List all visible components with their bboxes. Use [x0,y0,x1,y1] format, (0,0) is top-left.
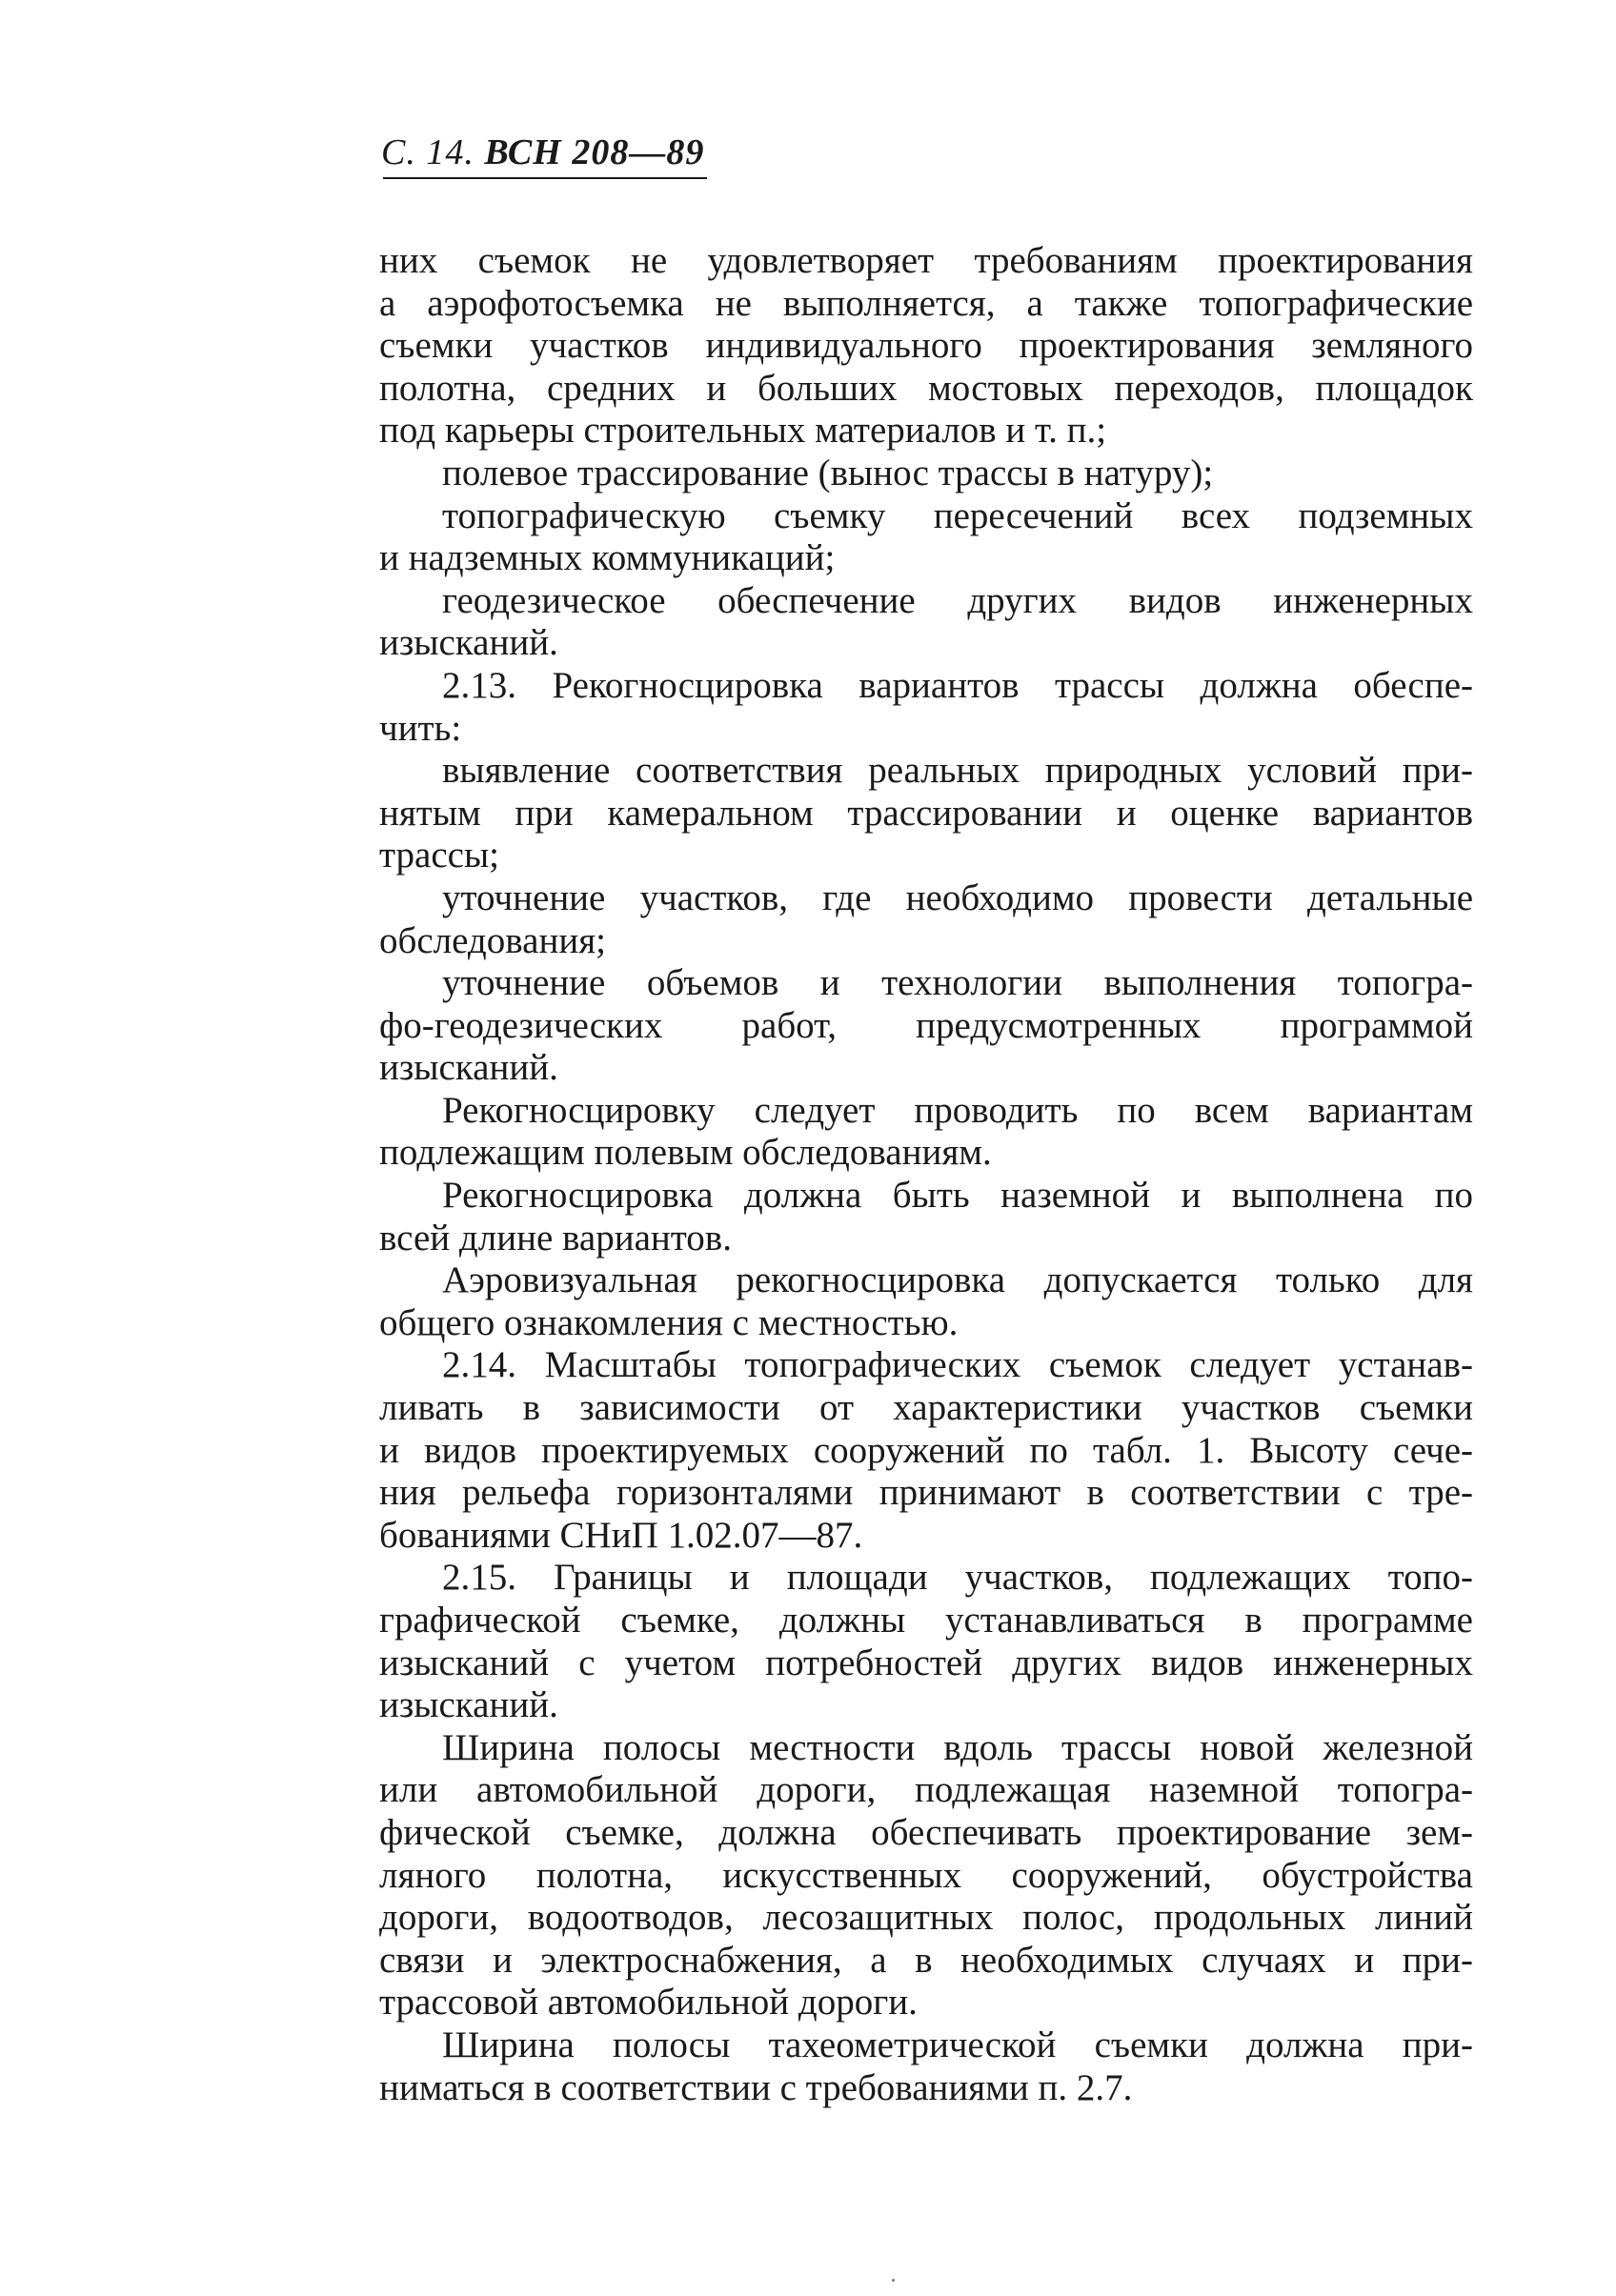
page-number: С. 14. [381,132,475,172]
text-line: изысканий с учетом потребностей других видов инженерных [379,1641,1473,1683]
text-line: съемки участков индивидуального проектирования земляного [379,325,1473,367]
text-line: подлежащим полевым обследованиям. [379,1132,992,1174]
text-line: изысканий. [379,1047,558,1089]
text-line: Аэровизуальная рекогносцировка допускается только для [442,1259,1473,1301]
text-line: Ширина полосы местности вдоль трассы новой железной [442,1726,1473,1768]
header-underline [383,177,707,179]
body-text [379,240,1473,2109]
text-line: топографическую съемку пересечений всех подземных [442,494,1473,536]
text-line: под карьеры строительных материалов и т. п.; [379,410,1107,452]
text-line: изысканий. [379,622,558,664]
text-line: 2.14. Масштабы топографических съемок следует устанав- [442,1344,1473,1386]
text-line: фо-геодезических работ, предусмотренных программой [379,1004,1473,1046]
text-line: ния рельефа горизонталями принимают в соответствии с тре- [379,1472,1473,1514]
document-code: ВСН 208—89 [484,132,705,172]
text-line: чить: [379,707,462,749]
text-line: нятым при камеральном трассировании и оценке вариантов [379,792,1473,834]
text-line: Рекогносцировка должна быть наземной и выполнена по [442,1175,1473,1217]
text-line: Ширина полосы тахеометрической съемки должна при- [442,2024,1473,2065]
text-line: них съемок не удовлетворяет требованиям проектирования [379,240,1473,281]
text-line: а аэрофотосъемка не выполняется, а также топографические [379,282,1473,324]
text-line: связи и электроснабжения, а в необходимых случаях и при- [379,1939,1473,1981]
text-line: или автомобильной дороги, подлежащая наземной топогра- [379,1769,1473,1811]
text-line: Рекогносцировку следует проводить по всем вариантам [442,1089,1473,1131]
text-line: ляного полотна, искусственных сооружений, обустройства [379,1854,1473,1896]
text-line: выявление соответствия реальных природных условий при- [442,750,1473,792]
text-line: ниматься в соответствии с требованиями п. 2.7. [379,2066,1133,2108]
text-line: полевое трассирование (вынос трассы в натуру); [442,452,1214,493]
text-line: полотна, средних и больших мостовых переходов, площадок [379,367,1473,409]
text-line: дороги, водоотводов, лесозащитных полос, продольных линий [379,1897,1473,1939]
text-line: фической съемке, должна обеспечивать проектирование зем- [379,1811,1473,1853]
text-line: и надземных коммуникаций; [379,537,836,579]
text-line: 2.13. Рекогносцировка вариантов трассы должна обеспе- [442,664,1473,706]
text-line: обследования; [379,919,606,961]
page-header [381,131,704,173]
text-line: графической съемке, должны устанавливаться в программе [379,1600,1473,1641]
text-line: 2.15. Границы и площади участков, подлежащих топо- [442,1557,1473,1599]
text-line: всей длине вариантов. [379,1217,732,1259]
scan-speck [892,2279,895,2282]
text-line: трассы; [379,835,499,876]
text-line: уточнение участков, где необходимо провести детальные [442,876,1473,918]
text-line: уточнение объемов и технологии выполнения топогра- [442,962,1473,1004]
text-line: изысканий. [379,1684,558,1726]
text-line: бованиями СНиП 1.02.07—87. [379,1514,863,1556]
text-line: трассовой автомобильной дороги. [379,1982,918,2024]
text-line: и видов проектируемых сооружений по табл. 1. Высоту сече- [379,1429,1473,1471]
text-line: ливать в зависимости от характеристики участков съемки [379,1387,1473,1429]
text-line: геодезическое обеспечение других видов инженерных [442,579,1473,621]
text-line: общего ознакомления с местностью. [379,1301,959,1343]
